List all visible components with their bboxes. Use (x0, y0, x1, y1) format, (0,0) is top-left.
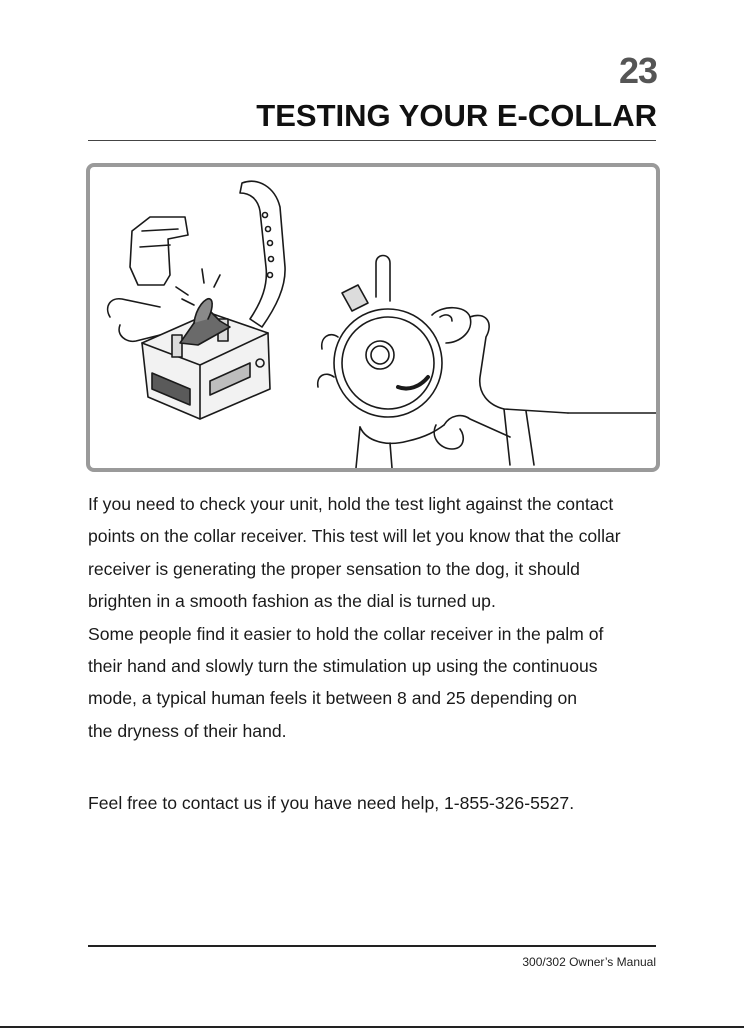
paragraph-2-line: mode, a typical human feels it between 8 and 25 depending on (88, 688, 578, 709)
paragraph-1-line: brighten in a smooth fashion as the dial is turned up. (88, 591, 496, 612)
footer-divider (88, 945, 656, 947)
page-title: TESTING YOUR E-COLLAR (256, 98, 657, 133)
paragraph-2-line: the dryness of their hand. (88, 720, 287, 741)
instructions-text (88, 488, 668, 747)
illustration-panel (86, 163, 660, 472)
page-number: 23 (618, 50, 657, 91)
paragraph-1-line: If you need to check your unit, hold the test light against the contact (88, 494, 614, 514)
hand-holding-remote-transmitter-icon (318, 256, 656, 469)
paragraph-2-line: Some people find it easier to hold the collar receiver in the palm of (88, 623, 604, 644)
footer-manual-name: 300/302 Owner’s Manual (522, 955, 656, 969)
collar-receiver-with-test-light-icon (108, 181, 285, 419)
header-divider (88, 140, 656, 141)
paragraph-1-line: receiver is generating the proper sensation to the dog, it should (88, 558, 580, 579)
illustration-drawing (90, 167, 656, 468)
paragraph-1-line: points on the collar receiver. This test will let you know that the collar (88, 526, 621, 547)
contact-text: Feel free to contact us if you have need help, 1-855-326-5527. (88, 793, 575, 813)
paragraph-2-line: their hand and slowly turn the stimulation up using the continuous (88, 656, 598, 677)
